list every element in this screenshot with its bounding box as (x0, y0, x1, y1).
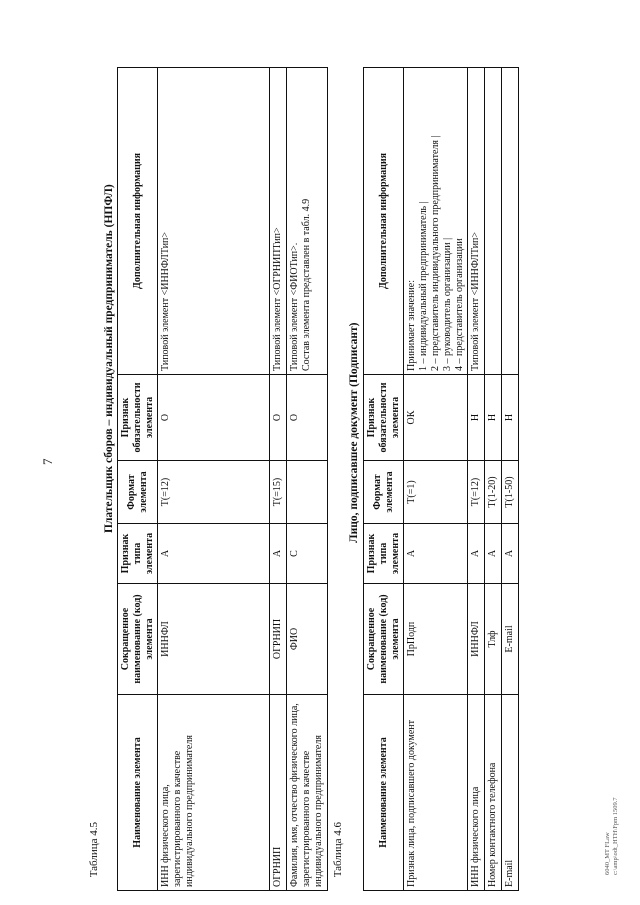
header-cell: Сокращенное наименование (код) элемента (118, 584, 158, 695)
element-name: E-mail (501, 695, 518, 891)
element-type: А (404, 524, 468, 584)
element-info (485, 68, 502, 375)
element-obligation: Н (501, 375, 518, 461)
element-name: ИНН физического лица (468, 695, 485, 891)
element-type: А (468, 524, 485, 584)
header-cell: Признак обязательности элемента (364, 375, 404, 461)
element-format: T(=1) (404, 461, 468, 524)
table-4-5 (117, 67, 328, 891)
table-row (468, 68, 485, 891)
header-cell: Признак типа элемента (364, 524, 404, 584)
table-4-6-title: Лицо, подписавшее документ (Подписант) (348, 322, 360, 543)
element-obligation: О (270, 375, 287, 461)
element-type: А (501, 524, 518, 584)
element-name: Фамилия, имя, отчество физического лица, зарегистрированного в качестве индивидуального предпринимателя (287, 695, 327, 891)
element-format: T(=15) (270, 461, 287, 524)
element-name: ИНН физического лица, зарегистрированного в качестве индивидуального предпринимателя (158, 695, 270, 891)
element-type: А (485, 524, 502, 584)
element-info (501, 68, 518, 375)
header-cell: Наименование элемента (118, 695, 158, 891)
table-row (404, 68, 468, 891)
element-info: Типовой элемент <ИННФЛТип> (468, 68, 485, 375)
element-obligation: Н (468, 375, 485, 461)
header-cell: Признак обязательности элемента (118, 375, 158, 461)
file-path-stamp (604, 797, 620, 875)
table-4-5-label: Таблица 4.5 (88, 822, 100, 878)
element-type: А (158, 524, 270, 584)
table-4-6-label: Таблица 4.6 (332, 822, 344, 878)
element-code: ИННФЛ (158, 584, 270, 695)
element-obligation: ОК (404, 375, 468, 461)
element-code: ОГРНИП (270, 584, 287, 695)
element-code: ИННФЛ (468, 584, 485, 695)
element-info: Типовой элемент <ОГРНИПТип> (270, 68, 287, 375)
header-cell: Дополнительная информация (118, 68, 158, 375)
element-code: ФИО (287, 584, 327, 695)
element-name: ОГРНИП (270, 695, 287, 891)
header-cell: Формат элемента (364, 461, 404, 524)
element-code: E-mail (501, 584, 518, 695)
element-format (287, 461, 327, 524)
element-format: T(1-50) (501, 461, 518, 524)
table-row (270, 68, 287, 891)
table-header-row (118, 68, 158, 891)
element-name: Признак лица, подписавшего документ (404, 695, 468, 891)
element-format: T(1-20) (485, 461, 502, 524)
table-4-6 (363, 67, 519, 891)
table-row (501, 68, 518, 891)
table-4-5-title: Плательщик сборов – индивидуальный предприниматель (НПФЛ) (103, 184, 115, 533)
table-row (287, 68, 327, 891)
page-number: 7 (40, 458, 55, 465)
element-type: С (287, 524, 327, 584)
element-info: Типовой элемент <ИННФЛТип> (158, 68, 270, 375)
element-code: Тлф (485, 584, 502, 695)
element-type: А (270, 524, 287, 584)
element-format: T(=12) (158, 461, 270, 524)
element-obligation: О (158, 375, 270, 461)
header-cell: Наименование элемента (364, 695, 404, 891)
element-info: Принимает значение: 1 – индивидуальный предприниматель | 2 – представитель индивидуального предпринимателя | 3 – руководитель организации | 4 – представитель организации (404, 68, 468, 375)
header-cell: Признак типа элемента (118, 524, 158, 584)
element-name: Номер контактного телефона (485, 695, 502, 891)
header-cell: Дополнительная информация (364, 68, 404, 375)
stamp-line: 6040_MT FLaw (604, 832, 611, 875)
element-code: ПрПодп (404, 584, 468, 695)
header-cell: Сокращенное наименование (код) элемента (364, 584, 404, 695)
element-format: T(=12) (468, 461, 485, 524)
element-obligation: О (287, 375, 327, 461)
table-row (158, 68, 270, 891)
element-info: Типовой элемент <ФИОТип>. Состав элемента представлен в табл. 4.9 (287, 68, 327, 375)
table-header-row (364, 68, 404, 891)
table-row (485, 68, 502, 891)
stamp-line: c:\amp\odt_HTH\Fpm 1509.7 (612, 797, 620, 875)
element-obligation: Н (485, 375, 502, 461)
header-cell: Формат элемента (118, 461, 158, 524)
